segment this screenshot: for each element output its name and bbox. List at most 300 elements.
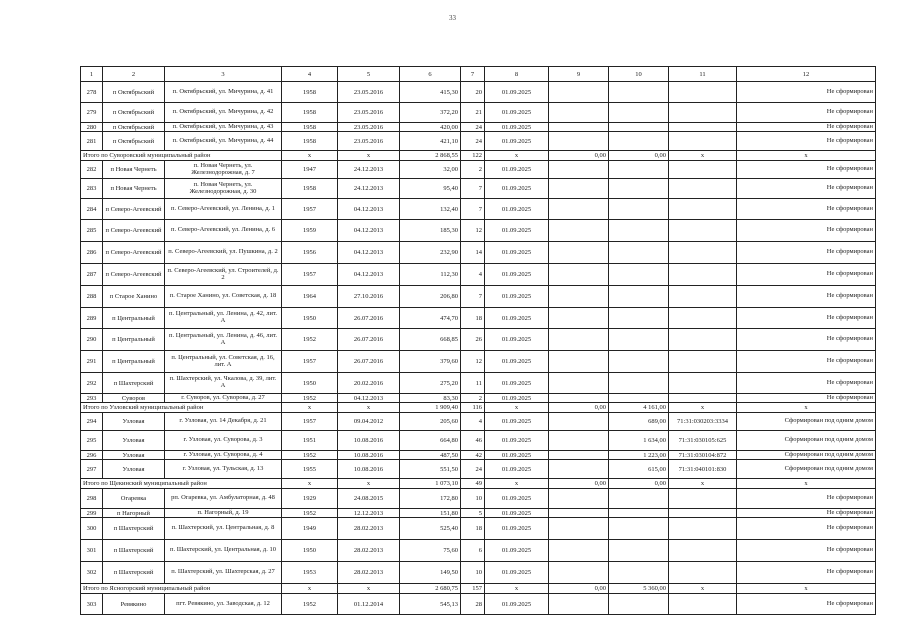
- table-row: [81, 329, 876, 351]
- row-number: 300: [81, 518, 103, 540]
- col-num: 4: [282, 67, 338, 82]
- row-number: 292: [81, 373, 103, 394]
- cell-9: [549, 518, 609, 540]
- cell-x: x: [282, 403, 338, 413]
- page-number: 33: [449, 14, 456, 22]
- residents: 5: [461, 509, 485, 518]
- total-residents: 122: [461, 151, 485, 161]
- relocation-date: 01.09.2025: [485, 220, 549, 242]
- address: п. Северо-Агеевский, ул. Ленина, д. 6: [165, 220, 282, 242]
- table-row: [81, 351, 876, 373]
- residents: 14: [461, 242, 485, 264]
- year-built: 1929: [282, 489, 338, 509]
- locality: Ревякино: [103, 594, 165, 615]
- residents: 7: [461, 199, 485, 220]
- land-status: Не сформирован: [737, 518, 876, 540]
- relocation-date: 01.09.2025: [485, 413, 549, 431]
- table-row: [81, 123, 876, 132]
- col-num: 7: [461, 67, 485, 82]
- row-number: 296: [81, 451, 103, 460]
- total-col9: 0,00: [549, 479, 609, 489]
- housing-register-table: [80, 66, 876, 615]
- cell-9: [549, 179, 609, 199]
- area: 664,80: [400, 431, 461, 451]
- year-built: 1957: [282, 199, 338, 220]
- cadastral-number: [669, 562, 737, 584]
- table-row: [81, 373, 876, 394]
- residents: 6: [461, 540, 485, 562]
- locality: Узловая: [103, 451, 165, 460]
- land-area: [609, 308, 669, 329]
- total-area: 1 909,40: [400, 403, 461, 413]
- year-built: 1959: [282, 220, 338, 242]
- cell-9: [549, 431, 609, 451]
- locality: п Нагорный: [103, 509, 165, 518]
- year-built: 1958: [282, 82, 338, 103]
- address: п. Северо-Агеевский, ул. Строителей, д. 2: [165, 264, 282, 286]
- row-number: 301: [81, 540, 103, 562]
- row-number: 283: [81, 179, 103, 199]
- locality: п Центральный: [103, 308, 165, 329]
- total-col9: 0,00: [549, 584, 609, 594]
- total-area: 1 073,10: [400, 479, 461, 489]
- cadastral-number: [669, 373, 737, 394]
- land-status: Не сформирован: [737, 242, 876, 264]
- year-built: 1949: [282, 518, 338, 540]
- residents: 10: [461, 489, 485, 509]
- land-area: [609, 242, 669, 264]
- cell-9: [549, 351, 609, 373]
- area: 372,20: [400, 103, 461, 123]
- total-area: 2 868,55: [400, 151, 461, 161]
- row-number: 279: [81, 103, 103, 123]
- land-status: Сформирован под одним домом: [737, 451, 876, 460]
- land-area: [609, 103, 669, 123]
- locality: п Новая Чернеть: [103, 179, 165, 199]
- address: п. Старое Ханино, ул. Советская, д. 18: [165, 286, 282, 308]
- area: 420,00: [400, 123, 461, 132]
- cell-9: [549, 123, 609, 132]
- address: рп. Огаревка, ул. Амбулаторная, д. 48: [165, 489, 282, 509]
- land-area: [609, 394, 669, 403]
- subtotal-row: [81, 479, 876, 489]
- cell-9: [549, 199, 609, 220]
- cell-9: [549, 82, 609, 103]
- row-number: 294: [81, 413, 103, 431]
- row-number: 295: [81, 431, 103, 451]
- residents: 18: [461, 308, 485, 329]
- area: 205,60: [400, 413, 461, 431]
- table-row: [81, 264, 876, 286]
- land-area: [609, 562, 669, 584]
- cell-x: x: [669, 403, 737, 413]
- area: 132,40: [400, 199, 461, 220]
- table-row: [81, 518, 876, 540]
- recognition-date: 23.05.2016: [338, 132, 400, 151]
- row-number: 281: [81, 132, 103, 151]
- address: п. Северо-Агеевский, ул. Ленина, д. 1: [165, 199, 282, 220]
- relocation-date: 01.09.2025: [485, 179, 549, 199]
- locality: Суворов: [103, 394, 165, 403]
- year-built: 1952: [282, 594, 338, 615]
- table-row: [81, 179, 876, 199]
- relocation-date: 01.09.2025: [485, 308, 549, 329]
- year-built: 1952: [282, 451, 338, 460]
- cadastral-number: [669, 489, 737, 509]
- year-built: 1956: [282, 242, 338, 264]
- table-row: [81, 489, 876, 509]
- row-number: 282: [81, 161, 103, 179]
- recognition-date: 01.12.2014: [338, 594, 400, 615]
- relocation-date: 01.09.2025: [485, 242, 549, 264]
- residents: 12: [461, 351, 485, 373]
- cadastral-number: [669, 329, 737, 351]
- area: 525,40: [400, 518, 461, 540]
- total-col10: 5 360,00: [609, 584, 669, 594]
- col-num: 5: [338, 67, 400, 82]
- area: 172,80: [400, 489, 461, 509]
- total-label: Итого по Щекинский муниципальный район: [81, 479, 282, 489]
- cell-9: [549, 540, 609, 562]
- cell-x: x: [282, 584, 338, 594]
- land-area: 1 223,00: [609, 451, 669, 460]
- col-num: 3: [165, 67, 282, 82]
- residents: 11: [461, 373, 485, 394]
- cadastral-number: 71:31:030105:625: [669, 431, 737, 451]
- row-number: 285: [81, 220, 103, 242]
- table-row: [81, 132, 876, 151]
- address: п. Октябрьский, ул. Мичурина, д. 41: [165, 82, 282, 103]
- cell-x: x: [338, 479, 400, 489]
- cell-x: x: [485, 479, 549, 489]
- cell-9: [549, 373, 609, 394]
- cell-9: [549, 132, 609, 151]
- relocation-date: 01.09.2025: [485, 489, 549, 509]
- land-status: Не сформирован: [737, 351, 876, 373]
- address: п. Шахтерский, ул. Чкалова, д. 39, лит. А: [165, 373, 282, 394]
- cadastral-number: 71:31:040101:830: [669, 460, 737, 479]
- table-row: [81, 413, 876, 431]
- cadastral-number: [669, 394, 737, 403]
- relocation-date: 01.09.2025: [485, 351, 549, 373]
- cell-x: x: [338, 151, 400, 161]
- locality: п Октябрьский: [103, 123, 165, 132]
- address: п. Октябрьский, ул. Мичурина, д. 44: [165, 132, 282, 151]
- land-status: Не сформирован: [737, 123, 876, 132]
- locality: п Центральный: [103, 351, 165, 373]
- land-status: Не сформирован: [737, 394, 876, 403]
- year-built: 1958: [282, 132, 338, 151]
- table-row: [81, 242, 876, 264]
- table-row: [81, 286, 876, 308]
- address: г. Узловая, ул. Тульская, д. 13: [165, 460, 282, 479]
- land-area: [609, 286, 669, 308]
- table-row: [81, 394, 876, 403]
- total-area: 2 680,75: [400, 584, 461, 594]
- col-num: 12: [737, 67, 876, 82]
- cadastral-number: 71:31:030203:3334: [669, 413, 737, 431]
- address: п. Октябрьский, ул. Мичурина, д. 42: [165, 103, 282, 123]
- cell-x: x: [485, 403, 549, 413]
- total-col9: 0,00: [549, 151, 609, 161]
- cadastral-number: [669, 132, 737, 151]
- locality: п Шахтерский: [103, 562, 165, 584]
- total-col10: 4 161,00: [609, 403, 669, 413]
- land-area: [609, 132, 669, 151]
- residents: 24: [461, 460, 485, 479]
- table-row: [81, 103, 876, 123]
- address: г. Узловая, ул. 14 Декабря, д. 21: [165, 413, 282, 431]
- cadastral-number: [669, 242, 737, 264]
- area: 379,60: [400, 351, 461, 373]
- table-body: [81, 67, 876, 615]
- cadastral-number: [669, 179, 737, 199]
- cadastral-number: 71:31:030104:872: [669, 451, 737, 460]
- address: г. Узловая, ул. Суворова, д. 3: [165, 431, 282, 451]
- recognition-date: 28.02.2013: [338, 562, 400, 584]
- cell-9: [549, 329, 609, 351]
- row-number: 299: [81, 509, 103, 518]
- col-num: 2: [103, 67, 165, 82]
- residents: 26: [461, 329, 485, 351]
- row-number: 278: [81, 82, 103, 103]
- row-number: 293: [81, 394, 103, 403]
- total-residents: 49: [461, 479, 485, 489]
- year-built: 1952: [282, 394, 338, 403]
- residents: 4: [461, 264, 485, 286]
- cell-x: x: [338, 403, 400, 413]
- year-built: 1958: [282, 103, 338, 123]
- locality: Узловая: [103, 431, 165, 451]
- address: п. Шахтерский, ул. Центральная, д. 10: [165, 540, 282, 562]
- cell-9: [549, 594, 609, 615]
- area: 185,30: [400, 220, 461, 242]
- cell-x: x: [282, 479, 338, 489]
- cadastral-number: [669, 351, 737, 373]
- cadastral-number: [669, 518, 737, 540]
- cadastral-number: [669, 82, 737, 103]
- row-number: 303: [81, 594, 103, 615]
- cadastral-number: [669, 594, 737, 615]
- table-row: [81, 82, 876, 103]
- recognition-date: 28.02.2013: [338, 518, 400, 540]
- address: п. Октябрьский, ул. Мичурина, д. 43: [165, 123, 282, 132]
- locality: п Новая Чернеть: [103, 161, 165, 179]
- relocation-date: 01.09.2025: [485, 264, 549, 286]
- cadastral-number: [669, 509, 737, 518]
- residents: 42: [461, 451, 485, 460]
- year-built: 1964: [282, 286, 338, 308]
- relocation-date: 01.09.2025: [485, 103, 549, 123]
- col-num: 1: [81, 67, 103, 82]
- relocation-date: 01.09.2025: [485, 82, 549, 103]
- table-row: [81, 220, 876, 242]
- year-built: 1950: [282, 540, 338, 562]
- address: пгт. Ревякино, ул. Заводская, д. 12: [165, 594, 282, 615]
- land-status: Не сформирован: [737, 373, 876, 394]
- area: 551,50: [400, 460, 461, 479]
- col-num: 6: [400, 67, 461, 82]
- cadastral-number: [669, 540, 737, 562]
- row-number: 290: [81, 329, 103, 351]
- column-number-row: [81, 67, 876, 82]
- address: п. Центральный, ул. Советская, д. 16, лит. А: [165, 351, 282, 373]
- relocation-date: 01.09.2025: [485, 540, 549, 562]
- year-built: 1952: [282, 509, 338, 518]
- residents: 7: [461, 179, 485, 199]
- residents: 10: [461, 562, 485, 584]
- area: 474,70: [400, 308, 461, 329]
- land-status: Не сформирован: [737, 509, 876, 518]
- land-area: 1 634,00: [609, 431, 669, 451]
- address: г. Узловая, ул. Суворова, д. 4: [165, 451, 282, 460]
- recognition-date: 23.05.2016: [338, 82, 400, 103]
- land-area: [609, 594, 669, 615]
- cell-x: x: [669, 584, 737, 594]
- area: 149,50: [400, 562, 461, 584]
- address: п. Северо-Агеевский, ул. Пушкина, д. 2: [165, 242, 282, 264]
- relocation-date: 01.09.2025: [485, 329, 549, 351]
- recognition-date: 20.02.2016: [338, 373, 400, 394]
- cell-x: x: [485, 151, 549, 161]
- cell-9: [549, 489, 609, 509]
- recognition-date: 23.05.2016: [338, 103, 400, 123]
- col-num: 11: [669, 67, 737, 82]
- year-built: 1947: [282, 161, 338, 179]
- area: 83,30: [400, 394, 461, 403]
- land-area: [609, 518, 669, 540]
- recognition-date: 04.12.2013: [338, 242, 400, 264]
- land-status: Не сформирован: [737, 594, 876, 615]
- locality: п Октябрьский: [103, 103, 165, 123]
- land-area: 689,00: [609, 413, 669, 431]
- year-built: 1957: [282, 264, 338, 286]
- relocation-date: 01.09.2025: [485, 562, 549, 584]
- land-status: Не сформирован: [737, 308, 876, 329]
- row-number: 284: [81, 199, 103, 220]
- address: г. Суворов, ул. Суворова, д. 27: [165, 394, 282, 403]
- relocation-date: 01.09.2025: [485, 594, 549, 615]
- cell-9: [549, 308, 609, 329]
- row-number: 291: [81, 351, 103, 373]
- land-status: Не сформирован: [737, 264, 876, 286]
- land-status: Не сформирован: [737, 329, 876, 351]
- cadastral-number: [669, 123, 737, 132]
- recognition-date: 24.12.2013: [338, 161, 400, 179]
- locality: Узловая: [103, 460, 165, 479]
- residents: 2: [461, 394, 485, 403]
- row-number: 302: [81, 562, 103, 584]
- cell-x: x: [737, 403, 876, 413]
- cadastral-number: [669, 308, 737, 329]
- address: п. Новая Чернеть, ул. Железнодорожная, д. 30: [165, 179, 282, 199]
- address: п. Центральный, ул. Ленина, д. 46, лит. А: [165, 329, 282, 351]
- row-number: 297: [81, 460, 103, 479]
- locality: п Северо-Агеевский: [103, 199, 165, 220]
- locality: Узловая: [103, 413, 165, 431]
- cell-9: [549, 220, 609, 242]
- locality: п Северо-Агеевский: [103, 264, 165, 286]
- relocation-date: 01.09.2025: [485, 132, 549, 151]
- cadastral-number: [669, 103, 737, 123]
- subtotal-row: [81, 151, 876, 161]
- land-area: [609, 264, 669, 286]
- locality: п Октябрьский: [103, 82, 165, 103]
- locality: п Центральный: [103, 329, 165, 351]
- recognition-date: 04.12.2013: [338, 264, 400, 286]
- land-area: 615,00: [609, 460, 669, 479]
- relocation-date: 01.09.2025: [485, 460, 549, 479]
- land-status: Не сформирован: [737, 161, 876, 179]
- area: 487,50: [400, 451, 461, 460]
- cell-9: [549, 103, 609, 123]
- land-area: [609, 351, 669, 373]
- table-row: [81, 308, 876, 329]
- cadastral-number: [669, 286, 737, 308]
- relocation-date: 01.09.2025: [485, 394, 549, 403]
- residents: 46: [461, 431, 485, 451]
- locality: п Северо-Агеевский: [103, 242, 165, 264]
- cell-x: x: [737, 151, 876, 161]
- land-status: Сформирован под одним домом: [737, 460, 876, 479]
- year-built: 1950: [282, 373, 338, 394]
- locality: Огаревка: [103, 489, 165, 509]
- row-number: 286: [81, 242, 103, 264]
- land-status: Не сформирован: [737, 220, 876, 242]
- locality: п Октябрьский: [103, 132, 165, 151]
- year-built: 1958: [282, 179, 338, 199]
- relocation-date: 01.09.2025: [485, 509, 549, 518]
- year-built: 1957: [282, 351, 338, 373]
- table-row: [81, 540, 876, 562]
- land-area: [609, 82, 669, 103]
- recognition-date: 04.12.2013: [338, 394, 400, 403]
- residents: 18: [461, 518, 485, 540]
- table-row: [81, 199, 876, 220]
- area: 206,80: [400, 286, 461, 308]
- total-col10: 0,00: [609, 151, 669, 161]
- land-area: [609, 329, 669, 351]
- cell-9: [549, 242, 609, 264]
- relocation-date: 01.09.2025: [485, 161, 549, 179]
- cell-9: [549, 264, 609, 286]
- cadastral-number: [669, 220, 737, 242]
- cell-x: x: [669, 151, 737, 161]
- residents: 24: [461, 123, 485, 132]
- table-row: [81, 161, 876, 179]
- land-area: [609, 179, 669, 199]
- row-number: 288: [81, 286, 103, 308]
- cell-9: [549, 562, 609, 584]
- recognition-date: 10.08.2016: [338, 431, 400, 451]
- land-area: [609, 540, 669, 562]
- recognition-date: 04.12.2013: [338, 220, 400, 242]
- address: п. Центральный, ул. Ленина, д. 42, лит. А: [165, 308, 282, 329]
- year-built: 1952: [282, 329, 338, 351]
- relocation-date: 01.09.2025: [485, 199, 549, 220]
- col-num: 10: [609, 67, 669, 82]
- cell-9: [549, 286, 609, 308]
- recognition-date: 24.08.2015: [338, 489, 400, 509]
- row-number: 298: [81, 489, 103, 509]
- recognition-date: 12.12.2013: [338, 509, 400, 518]
- residents: 28: [461, 594, 485, 615]
- recognition-date: 04.12.2013: [338, 199, 400, 220]
- locality: п Шахтерский: [103, 518, 165, 540]
- row-number: 280: [81, 123, 103, 132]
- land-status: Не сформирован: [737, 199, 876, 220]
- cadastral-number: [669, 199, 737, 220]
